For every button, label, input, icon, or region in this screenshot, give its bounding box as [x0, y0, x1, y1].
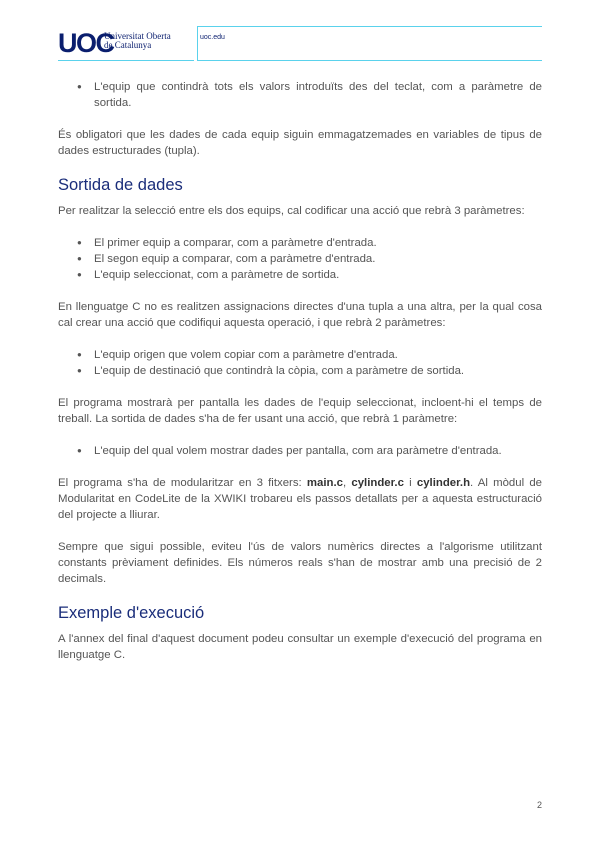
file-cylinder-h: cylinder.h	[416, 477, 471, 489]
intro-bullet-list	[58, 79, 542, 111]
output-bullet-list-1	[58, 235, 542, 283]
list-item: ● L'equip seleccionat, com a paràmetre de sortida.	[94, 267, 542, 283]
paragraph-example: A l'annex del final d'aquest document podeu consultar un exemple d'execució del programa en llenguatge C.	[58, 633, 542, 661]
list-item: ● El segon equip a comparar, com a paràmetre d'entrada.	[94, 251, 542, 267]
logo-line-2: de Catalunya	[104, 40, 152, 50]
separator: ,	[342, 477, 352, 489]
section-heading-output: Sortida de dades	[58, 176, 183, 194]
page-header	[58, 26, 542, 66]
paragraph-tuple: És obligatori que les dades de cada equip siguin emmagatzemades en variables de tipus de dades estructurades (tupla).	[58, 129, 542, 157]
logo-line-1: Universitat Oberta	[104, 31, 171, 41]
file-cylinder-c: cylinder.c	[351, 477, 404, 489]
header-rule-left	[58, 60, 194, 61]
header-divider	[197, 26, 198, 61]
paragraph-modules	[58, 475, 542, 523]
output-bullet-list-2	[58, 347, 542, 379]
separator: i	[403, 477, 417, 489]
header-rule-bottom	[198, 60, 542, 61]
page-number: 2	[536, 800, 542, 810]
modules-text-end: . Al mòdul de Modularitat en CodeLite de la XWIKI trobareu els passos detallats per a aquesta estructuració del projecte a lliurar.	[58, 477, 542, 521]
list-item: ● L'equip del qual volem mostrar dades per pantalla, com ara paràmetre d'entrada.	[94, 443, 542, 459]
list-item: ● El primer equip a comparar, com a paràmetre d'entrada.	[94, 235, 542, 251]
paragraph-constants: Sempre que sigui possible, eviteu l'ús de valors numèrics directes a l'algorisme utilitzant constants prèviament definides. Els números reals s'han de mostrar amb una precisió de 2 decimals.	[58, 541, 542, 585]
document-body	[58, 79, 542, 679]
uoc-logo-text	[104, 32, 171, 50]
paragraph-output-2: En llenguatge C no es realitzen assignacions directes d'una tupla a una altra, per la qual cosa cal crear una acció que codifiqui aquesta operació, i que rebrà 2 paràmetres:	[58, 301, 542, 329]
list-item: ● L'equip que contindrà tots els valors introduïts des del teclat, com a paràmetre de sortida.	[94, 79, 542, 111]
paragraph-output-3: El programa mostrarà per pantalla les dades de l'equip seleccionat, incloent-hi el temps de treball. La sortida de dades s'ha de fer usant una acció, que rebrà 1 paràmetre:	[58, 397, 542, 425]
list-item: ● L'equip origen que volem copiar com a paràmetre d'entrada.	[94, 347, 542, 363]
output-bullet-list-3	[58, 443, 542, 459]
modules-text-start: El programa s'ha de modularitzar en 3 fitxers:	[58, 477, 307, 489]
section-heading-example: Exemple d'execució	[58, 604, 205, 622]
list-item: ● L'equip de destinació que contindrà la còpia, com a paràmetre de sortida.	[94, 363, 542, 379]
paragraph-output-1: Per realitzar la selecció entre els dos equips, cal codificar una acció que rebrà 3 paràmetres:	[58, 205, 525, 217]
file-main-c: main.c	[306, 477, 343, 489]
uoc-logo-mark: UOC	[58, 28, 114, 58]
header-rule-top	[198, 26, 542, 27]
header-url: uoc.edu	[200, 34, 225, 41]
